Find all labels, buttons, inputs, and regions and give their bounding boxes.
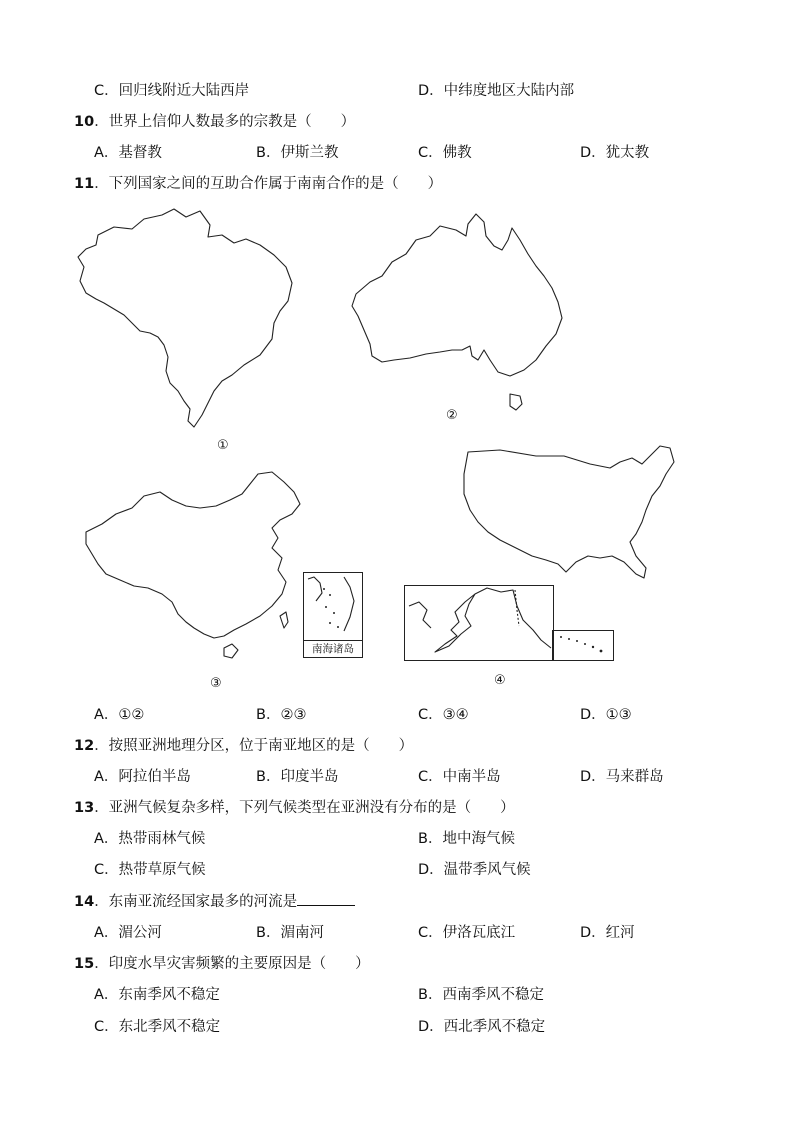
- alaska-shape-icon: [405, 586, 553, 660]
- q11-option-c[interactable]: C．③④: [418, 707, 469, 723]
- hawaii-inset: [552, 630, 614, 661]
- question-text: ．世界上信仰人数最多的宗教是（ ）: [94, 114, 356, 130]
- question-12: [0, 735, 794, 757]
- q15-option-c[interactable]: C．东北季风不稳定: [94, 1019, 221, 1035]
- question-10: [0, 111, 794, 133]
- map-label-1: ①: [217, 438, 229, 453]
- q11-options: [0, 704, 794, 726]
- alaska-inset: [404, 585, 554, 661]
- q10-options: [0, 142, 794, 164]
- q15-option-b[interactable]: B．西南季风不稳定: [418, 987, 544, 1003]
- q10-option-c[interactable]: C．佛教: [418, 145, 472, 161]
- question-13: [0, 797, 794, 819]
- q13-option-c[interactable]: C．热带草原气候: [94, 862, 206, 878]
- q10-option-a[interactable]: A．基督教: [94, 145, 162, 161]
- answer-blank[interactable]: [297, 891, 355, 906]
- map-china: [82, 470, 302, 670]
- question-number: 14: [74, 894, 95, 910]
- map-label-2: ②: [446, 408, 458, 423]
- q13-option-b[interactable]: B．地中海气候: [418, 831, 515, 847]
- q12-option-d[interactable]: D．马来群岛: [580, 769, 664, 785]
- south-china-sea-inset: [303, 572, 363, 658]
- q11-option-a[interactable]: A．①②: [94, 707, 145, 723]
- question-text: ．亚洲气候复杂多样，下列气候类型在亚洲没有分布的是（ ）: [94, 800, 515, 816]
- q9-option-d[interactable]: D．中纬度地区大陆内部: [418, 83, 575, 99]
- q11-option-b[interactable]: B．②③: [256, 707, 307, 723]
- question-number: 15: [74, 956, 95, 972]
- map-usa: [460, 444, 680, 584]
- q12-option-b[interactable]: B．印度半岛: [256, 769, 339, 785]
- question-number: 13: [74, 800, 95, 816]
- question-text: ．东南亚流经国家最多的河流是: [94, 894, 298, 910]
- q14-option-d[interactable]: D．红河: [580, 925, 635, 941]
- q14-options: [0, 922, 794, 944]
- map-brazil: [74, 205, 304, 430]
- question-text: ．下列国家之间的互助合作属于南南合作的是（ ）: [94, 176, 443, 192]
- question-number: 10: [74, 114, 95, 130]
- map-label-3: ③: [210, 676, 222, 691]
- question-text: ．印度水旱灾害频繁的主要原因是（ ）: [94, 956, 370, 972]
- q10-option-b[interactable]: B．伊斯兰教: [256, 145, 339, 161]
- q13-option-a[interactable]: A．热带雨林气候: [94, 831, 206, 847]
- q9-option-c[interactable]: C．回归线附近大陆西岸: [94, 83, 250, 99]
- q13-options-row2: [0, 859, 794, 881]
- q15-options-row2: [0, 1016, 794, 1038]
- question-14: [0, 891, 794, 913]
- map-australia: [344, 210, 569, 415]
- q11-option-d[interactable]: D．①③: [580, 707, 632, 723]
- q12-options: [0, 766, 794, 788]
- question-number: 12: [74, 738, 95, 754]
- question-11: [0, 173, 794, 195]
- q15-option-a[interactable]: A．东南季风不稳定: [94, 987, 220, 1003]
- q12-option-c[interactable]: C．中南半岛: [418, 769, 501, 785]
- q14-option-c[interactable]: C．伊洛瓦底江: [418, 925, 516, 941]
- q15-option-d[interactable]: D．西北季风不稳定: [418, 1019, 546, 1035]
- q13-options-row1: [0, 828, 794, 850]
- q14-option-b[interactable]: B．湄南河: [256, 925, 324, 941]
- q10-option-d[interactable]: D．犹太教: [580, 145, 650, 161]
- q13-option-d[interactable]: D．温带季风气候: [418, 862, 531, 878]
- q9-options: [0, 80, 794, 102]
- question-number: 11: [74, 176, 95, 192]
- inset-islands-icon: [304, 573, 362, 639]
- map-label-4: ④: [494, 673, 506, 688]
- q12-option-a[interactable]: A．阿拉伯半岛: [94, 769, 191, 785]
- inset-label: 南海诸岛: [304, 640, 362, 657]
- hawaii-islands-icon: [553, 631, 613, 660]
- q14-option-a[interactable]: A．湄公河: [94, 925, 162, 941]
- question-15: [0, 953, 794, 975]
- question-text: ．按照亚洲地理分区，位于南亚地区的是（ ）: [94, 738, 414, 754]
- q15-options-row1: [0, 984, 794, 1006]
